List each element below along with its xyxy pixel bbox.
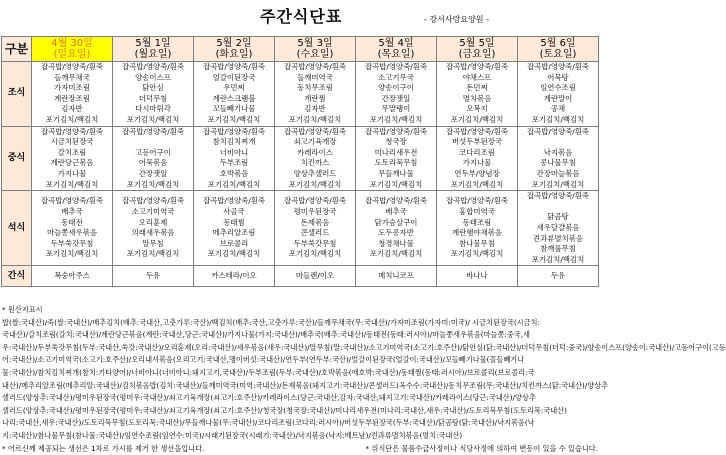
menu-item: 닭안심 [142, 83, 164, 93]
menu-item: 포기김치/백김치 [45, 114, 99, 124]
day-weekday: (토요일) [539, 49, 577, 60]
menu-item: 사골국 [223, 207, 245, 217]
menu-cell [437, 266, 518, 287]
menu-item: 잡곡밥/영양죽/흰죽 [121, 126, 185, 136]
menu-item: 고등어구이 [135, 147, 171, 157]
menu-item: 콩나물무침 [540, 158, 576, 168]
menu-cell [275, 62, 356, 127]
menu-item: 포기김치/백김치 [450, 249, 504, 259]
menu-cell [437, 126, 518, 191]
menu-item: 포기김치/백김치 [288, 114, 342, 124]
menu-item: 잡곡밥/영양죽/흰죽 [283, 126, 347, 136]
menu-item: 마늘쫑새우볶음 [47, 228, 97, 238]
menu-item: 계란말이 [543, 93, 573, 103]
origin-line: 물:국내산)/참치김치찌개(참치:기타양어)/너비아니(너비아니:돼지고기,국내산)/두부조림(두부:국내산)/호박볶음(애호박:국내산)/동태찜(동태:러시아)/브로콜리(브로콜리:국 [2, 367, 535, 377]
menu-item: 너비아니 [219, 147, 249, 157]
menu-cell [356, 266, 437, 287]
menu-item: 다시마튀각 [135, 104, 171, 114]
note-fish: * 어르신께 제공되는 생선은 1차로 가시를 제거 한 생선을입니다. [2, 443, 205, 453]
day-date: 5월 2일 [216, 38, 252, 49]
menu-item: 동태찜 [223, 217, 245, 227]
menu-item: 계란스크램블 [212, 93, 256, 103]
menu-item: 홍합미역국 [459, 207, 495, 217]
menu-item: 의래새우볶음 [131, 228, 175, 238]
menu-cell [32, 266, 113, 287]
menu-cell [194, 266, 275, 287]
menu-item: 도토리묵무침 [374, 158, 418, 168]
menu-item: 코다리조림 [459, 147, 495, 157]
menu-item: 참나물무침 [459, 238, 495, 248]
menu-item: 포기김치/백김치 [288, 179, 342, 189]
menu-item: 잡곡밥/영양죽/흰죽 [445, 196, 509, 206]
day-date: 5월 1일 [135, 38, 171, 49]
menu-item: 호박볶음 [219, 168, 249, 178]
menu-item: 두부쑥갓무침 [293, 238, 337, 248]
day-weekday: (월요일) [134, 49, 172, 60]
menu-item: 어묵볶음 [138, 158, 168, 168]
menu-item: 갈치조림 [57, 147, 87, 157]
day-header [32, 37, 113, 62]
menu-item: 브로콜리 [219, 238, 249, 248]
meal-label: 조식 [2, 62, 32, 127]
menu-item: 포기김치/백김치 [531, 179, 585, 189]
menu-item [518, 137, 598, 148]
menu-item: 포기김치/백김치 [369, 179, 423, 189]
menu-cell [32, 191, 113, 266]
origin-line: 샐러드(양상추:국내산)/평미우된장국(평미우:국내산)/쇠고기육개장(쇠고기:호주산)/카레라이스(당근:국내산,감자:국내산,돼지고기:국내산)/카레라이스(당근:국내산)/양상추 [2, 393, 536, 403]
day-header [275, 37, 356, 62]
menu-cell [113, 126, 194, 191]
menu-item: 잡곡밥/영양죽/흰죽 [121, 62, 185, 71]
menu-item: 돈제볶음 [300, 217, 330, 227]
menu-item: 우민찌 [223, 83, 245, 93]
menu-item: 소고기미역국 [131, 207, 175, 217]
menu-item: 잡곡밥/영양죽/흰죽 [202, 126, 266, 136]
menu-item [518, 202, 598, 213]
corner-cell: 구분 [2, 37, 32, 62]
menu-item: 무들깨나물 [378, 168, 414, 178]
menu-item: 포기김치/백김치 [450, 179, 504, 189]
menu-cell [437, 191, 518, 266]
menu-cell [518, 191, 599, 266]
menu-item: 어묵탕 [547, 72, 569, 82]
menu-cell [437, 62, 518, 127]
menu-item: 잡곡밥/영양죽/흰죽 [40, 62, 104, 71]
menu-cell [518, 126, 599, 191]
header [0, 0, 600, 32]
menu-item: 포기김치/백김치 [531, 254, 585, 264]
menu-item: 잡곡밥/영양죽/흰죽 [40, 126, 104, 136]
menu-item: 소고기무국 [378, 72, 414, 82]
menu-item: 연두부/양념장 [454, 168, 500, 178]
menu-item: 콘샐러드 [300, 228, 330, 238]
menu-item: 계란찜 [304, 93, 326, 103]
menu-item: 포기김치/백김치 [288, 249, 342, 259]
menu-item: 카레라이스 [297, 147, 333, 157]
menu-item: 가지나물 [57, 168, 87, 178]
menu-item: 양송이구이 [378, 83, 414, 93]
menu-item: 닭가슴살구이 [374, 217, 418, 227]
menu-item: 도두콩자반 [378, 228, 414, 238]
menu-cell [113, 62, 194, 127]
meal-label: 간식 [2, 266, 32, 287]
menu-item: 포기김치/백김치 [531, 114, 585, 124]
menu-item [113, 137, 193, 148]
page-title: 주간식단표 [260, 7, 343, 26]
menu-cell [113, 266, 194, 287]
menu-item: 치킨까스 [300, 158, 330, 168]
meal-row [2, 62, 599, 127]
menu-item: 더덕무침 [138, 93, 168, 103]
menu-item: 두유 [550, 270, 566, 280]
menu-item: 간장잿일 [381, 93, 411, 103]
menu-item: 말무침 [142, 238, 164, 248]
menu-item: 잡곡밥/영양죽/흰죽 [364, 196, 428, 206]
menu-item: 닭곰탕 [547, 212, 569, 222]
menu-item: 김자반 [61, 104, 83, 114]
notes-footer [2, 443, 598, 455]
day-weekday: (금요일) [458, 49, 496, 60]
menu-item: 잡곡밥/영양죽/흰죽 [202, 196, 266, 206]
menu-item: 꼬들빼기나물 [212, 104, 256, 114]
menu-item: 동태전 [61, 217, 83, 227]
menu-item: 포기김치/백김치 [126, 114, 180, 124]
menu-item: 포기김치/백김치 [207, 249, 261, 259]
menu-cell [275, 191, 356, 266]
menu-item: 양송이스프 [135, 72, 171, 82]
menu-item: 포기김치/백김치 [207, 179, 261, 189]
menu-cell [32, 62, 113, 127]
menu-item: 잡곡밥/영양죽/흰죽 [445, 62, 509, 71]
menu-item: 배추국 [61, 207, 83, 217]
header-row [2, 37, 599, 62]
menu-item: 돈민찌 [466, 83, 488, 93]
menu-item: 마들렌/이오 [295, 270, 335, 280]
menu-item: 무말랭이 [381, 104, 411, 114]
menu-item: 배추국 [385, 207, 407, 217]
day-weekday: (수요일) [296, 49, 334, 60]
menu-item: 포기김치/백김치 [45, 179, 99, 189]
note-change: * 위식단은 물품수급사정이나 식당사정에 의하여 변동이 있을 수 있습니다. [365, 443, 598, 453]
menu-item: 계란햄야채볶음 [452, 228, 502, 238]
menu-item: 오복지 [466, 104, 488, 114]
menu-cell [356, 191, 437, 266]
menu-item: 미나리새우전 [374, 147, 418, 157]
menu-item: 오리훈제 [138, 217, 168, 227]
menu-item: 포기김치/백김치 [126, 249, 180, 259]
menu-item: 포기김치/백김치 [126, 179, 180, 189]
day-header [518, 37, 599, 62]
menu-cell [275, 126, 356, 191]
day-header [194, 37, 275, 62]
menu-cell [194, 191, 275, 266]
menu-item: 포기김치/백김치 [369, 114, 423, 124]
menu-item: 잡곡밥/영양죽/흰죽 [364, 126, 428, 136]
menu-item: 잡곡밥/영양죽/흰죽 [283, 196, 347, 206]
origin-line: 샐러드(양상추:국내산)/평미우된장국(평미우:국내산)/쇠고기육개장(쇠고기:호주산)/청국장(청국장:국내산)/미나리새우전(미나리:국내산,새우:국내산)/도토리묵무침(도토리묵:국내산) [2, 405, 567, 415]
menu-item: 멸치볶음 [462, 93, 492, 103]
menu-cell [32, 126, 113, 191]
meal-label: 중식 [2, 126, 32, 191]
menu-item: 간장잿일 [138, 168, 168, 178]
menu-cell [518, 266, 599, 287]
menu-item: 잡곡밥/영양죽/흰죽 [202, 62, 266, 71]
menu-item: 포기김치/백김치 [450, 114, 504, 124]
menu-item: 평미우된장국 [293, 207, 337, 217]
meal-row [2, 266, 599, 287]
menu-cell [194, 62, 275, 127]
day-date: 5월 3일 [297, 38, 333, 49]
menu-item: 가자미조림 [54, 83, 90, 93]
menu-item: 메치니코프 [378, 270, 414, 280]
menu-item: 포기김치/백김치 [45, 249, 99, 259]
menu-cell [518, 62, 599, 127]
day-weekday: (일요일) [53, 49, 91, 60]
menu-item: 잡곡밥/영양죽/흰죽 [121, 196, 185, 206]
day-date: 5월 5일 [459, 38, 495, 49]
origin-line: 내산)/메추리알조림(메추리알:국내산)/김치볶음밥(김치:국내산)/들깨미역국(미역:국내산)/돈제볶음(돼지고기:국내산)/콘샐러드(옥수수:국내산)/동치무조림(무:국내산)/치킨까스(닭:국내산)/양상추 [2, 380, 609, 390]
menu-item: 메추리알조림 [212, 228, 256, 238]
menu-item: 청국장 [385, 137, 407, 147]
menu-item: 새우달걀볶음 [536, 222, 580, 232]
menu-item: 간장마늘볶음 [536, 168, 580, 178]
origin-line: 나리:국내산,새우:국내산)/도토리묵무침(도토리묵:국내산)/무들깨나물(무:국내산)/코다리조림(코다리:러시아)/버섯두부된장국(두부:국내산)/닭곰탕(닭:국내산)/낙지볶음(낙 [2, 418, 535, 428]
menu-item: 카스테라/이오 [211, 270, 257, 280]
origin-notes [2, 304, 726, 455]
menu-item: 임연수조림 [540, 83, 576, 93]
day-header [356, 37, 437, 62]
meal-row [2, 126, 599, 191]
menu-cell [194, 126, 275, 191]
menu-item: 야채스프 [462, 72, 492, 82]
menu-item: 잡곡밥/영양죽/흰죽 [40, 196, 104, 206]
notes-heading: * 원산지표시 [2, 305, 43, 314]
menu-item: 양상추샐러드 [293, 168, 337, 178]
menu-item: 동치무조림 [297, 83, 333, 93]
menu-item: 두유 [145, 270, 161, 280]
menu-item: 두부조림 [219, 158, 249, 168]
menu-item: 가지나물 [462, 158, 492, 168]
menu-item: 시금치된장국 [50, 137, 94, 147]
menu-item: 바나나 [466, 270, 488, 280]
menu-item: 참깨풀무침 [540, 244, 576, 254]
menu-cell [356, 62, 437, 127]
day-date: 5월 6일 [540, 38, 576, 49]
menu-item: 동태조림 [462, 217, 492, 227]
menu-item: 포기김치/백김치 [207, 114, 261, 124]
page-subtitle: - 강서사랑요양원 - [424, 15, 489, 24]
origin-line: 어:국내산)/소고기미역국(소고기:호주산)/오리내셔볶음(오리고기:국내산,맹이버섯:국내산)/연두부(연두부:국산)/얼갈이된장국(얼갈이:국내산)/꼬들빼기나물(꼴들빼기나 [2, 355, 525, 365]
menu-item: 낙지볶음 [543, 147, 573, 157]
origin-line: 밥(쌀:국내산)/죽(쌀:국내산)/배추김치(배추:국내산,고춧가루:국산)/백김치(배추:국산,고춧가루:국산)/들깨무채국(무:국내산)/가자미조림(가자미:미국)/ 시금치된장국(시금치: [2, 317, 540, 327]
origin-line: 국내산)/갈치조림(갈치:국내산)/계란당근볶음(계란:국내산,당근:국내산)/가지나물(가지:국내산)/배추국(배추:국내산)/동태전(동태:러시아)/마늘쫑새우볶음(마늘쫑:중국,새 [2, 330, 530, 340]
menu-cell [113, 191, 194, 266]
menu-item: 김자반 [304, 104, 326, 114]
menu-item: 잡곡밥/영양죽/흰죽 [526, 126, 590, 136]
menu-item: 잡곡밥/영양죽/흰죽 [364, 62, 428, 71]
menu-item: 계란장조림 [54, 93, 90, 103]
day-header [437, 37, 518, 62]
menu-item: 잡곡밥/영양죽/흰죽 [283, 62, 347, 71]
day-date: 4월 30일 [51, 38, 93, 49]
day-header [113, 37, 194, 62]
menu-item: 복숭아주스 [54, 270, 90, 280]
menu-cell [275, 266, 356, 287]
menu-item: 공채 [550, 104, 566, 114]
menu-item: 버섯두부된장국 [452, 137, 502, 147]
menu-item: 포기김치/백김치 [369, 249, 423, 259]
menu-item: 잡곡밥/영양죽/흰죽 [526, 62, 590, 71]
menu-item: 잡곡밥/영양죽/흰죽 [526, 191, 590, 201]
day-weekday: (목요일) [377, 49, 415, 60]
menu-item: 참치김치찌개 [212, 137, 256, 147]
menu-item: 청경채나물 [378, 238, 414, 248]
menu-item: 견과류멸치볶음 [533, 233, 583, 243]
day-date: 5월 4일 [378, 38, 414, 49]
menu-item: 들깨미역국 [297, 72, 333, 82]
day-weekday: (화요일) [215, 49, 253, 60]
menu-item: 얼갈이된장국 [212, 72, 256, 82]
origin-line: 지:국내산)/참나물무침(참나물:국내산)/임연수조림(임연수:미국)/시래기된장국(시래기:국내산)/낙지볶음(낙지:베트남)/견과류멸치볶음(멸치:국내산) [2, 430, 463, 440]
menu-item: 계란당근볶음 [50, 158, 94, 168]
menu-table [1, 36, 599, 287]
menu-item: 잡곡밥/영양죽/흰죽 [445, 126, 509, 136]
menu-item: 들깨무채국 [54, 72, 90, 82]
origin-line: 우:국내산)/두부쑥갓무침(두부:국내산,쑥갓:국내산)/오리훈제(오리:국내산)/새우볶음(새우:국내산)/말무침(말:국내산)/소고기미역국(소고기:호주산)/닭안심(닭:국내산)/더덕무침(더덕:중국)/양송이스프(양송이:국내산)/고등어구이(고등 [2, 342, 726, 352]
meal-row [2, 191, 599, 266]
menu-cell [356, 126, 437, 191]
meal-label: 석식 [2, 191, 32, 266]
menu-item: 쇠고기육개장 [293, 137, 337, 147]
menu-item: 두부쑥갓무침 [50, 238, 94, 248]
